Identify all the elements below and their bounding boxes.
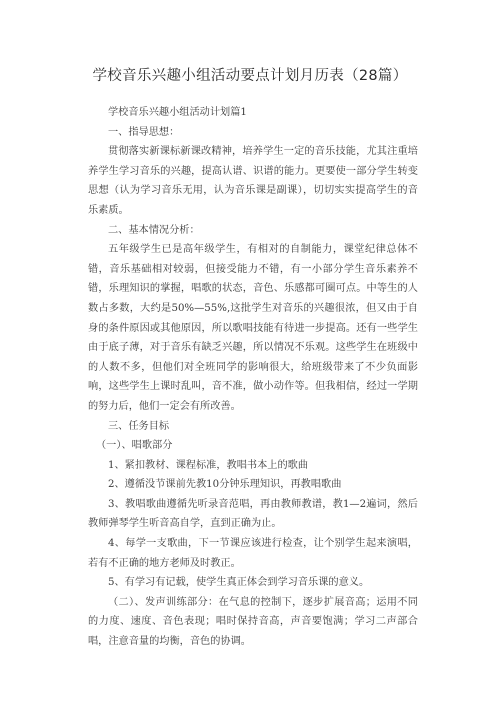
list-item: 3、教唱歌曲遵循先听录音范唱，再由教师教谱，教1—2遍词，然后教师弹琴学生听音高自学，直到正确为止。 (88, 498, 418, 530)
body-paragraph: （二）、发声训练部分：在气息的控制下，逐步扩展音高；运用不同的力度、速度、音色表现；唱时保持音高，声音要饱满；学习二声部合唱，注意音量的均衡，音色的协调。 (88, 596, 418, 648)
list-item: 1、紧扣教材、课程标准，教唱书本上的歌曲 (108, 459, 309, 471)
document-body (88, 103, 418, 652)
section-heading: 三、任务目标 (108, 420, 170, 432)
section-heading: 二、基本情况分析： (108, 224, 200, 236)
document-title: 学校音乐兴趣小组活动要点计划月历表（28篇） (92, 68, 408, 84)
body-paragraph: 五年级学生已是高年级学生，有相对的自制能力，课堂纪律总体不错，音乐基础相对较弱，但接受能力不错，有一小部分学生音乐素养不错，乐理知识的掌握，唱歌的状态，音色、乐感都可圈可点。中等生的人数占多数，大约是50%—55%,这批学生对音乐的兴趣很浓，但又由于自身的条件原因或其他原因，所以歌唱技能有待进一步提高。还有一些学生由于底子薄，对于音乐有缺乏兴趣，所以情况不乐观。这些学生在班级中的人数不多，但他们对全班同学的影响很大，给班级带来了不少负面影响，这些学生上课时乱叫，音不准，做小动作等。但我相信，经过一学期的努力后，他们一定会有所改善。 (88, 244, 418, 412)
section-heading: 学校音乐兴趣小组活动计划篇1 (108, 107, 247, 118)
list-item: 5、有学习有记载，使学生真正体会到学习音乐课的意义。 (108, 577, 370, 589)
list-item: 2、遵循没节课前先教10分钟乐理知识，再教唱歌曲 (108, 479, 342, 491)
subsection-heading: （一）、唱歌部分 (96, 440, 173, 452)
list-item: 4、每学一支歌曲，下一节课应该进行检查，让个别学生起来演唱，若有不正确的地方老师及时教正。 (88, 538, 418, 569)
body-paragraph: 贯彻落实新课标新课改精神，培养学生一定的音乐技能，尤其注重培养学生学习音乐的兴趣，提高认谱、识谱的能力。更要使一部分学生转变思想（认为学习音乐无用，认为音乐课是副课），切切实实提高学生的音乐素质。 (88, 146, 418, 216)
section-heading: 一、指导思想： (108, 126, 180, 138)
